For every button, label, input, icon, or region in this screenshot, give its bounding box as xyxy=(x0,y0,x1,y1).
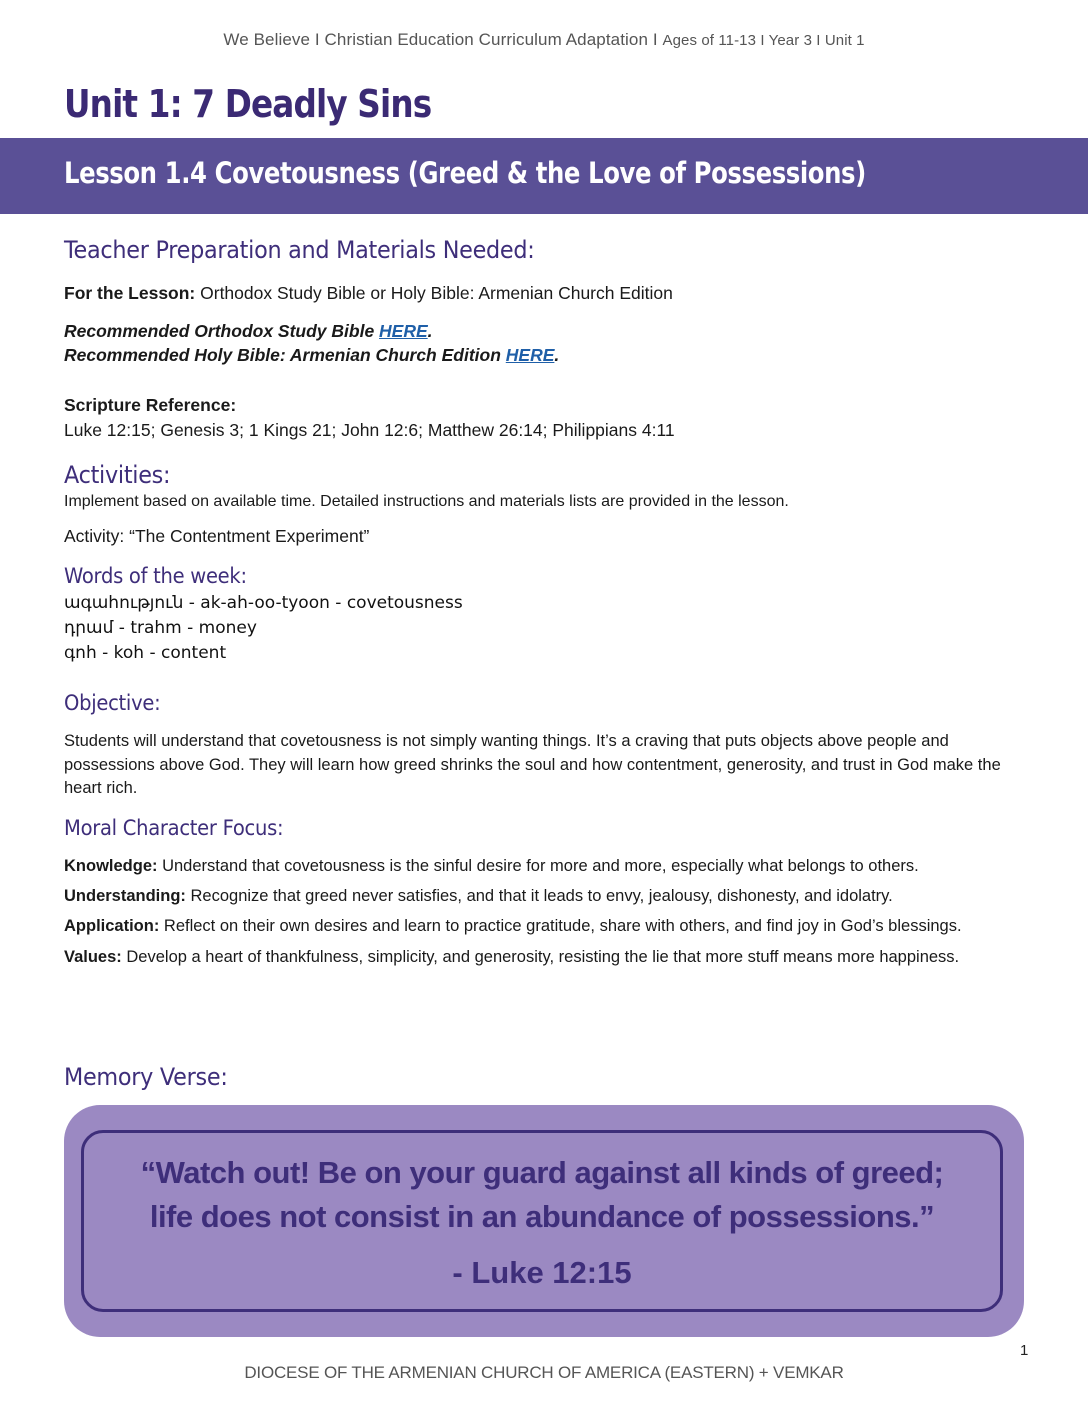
rec2-link[interactable]: HERE xyxy=(505,345,555,365)
focus-text: Understand that covetousness is the sinful desire for more and more, especially what belongs to others. xyxy=(157,857,919,875)
for-lesson-value: Orthodox Study Bible or Holy Bible: Armenian Church Edition xyxy=(195,283,673,303)
memory-verse-frame xyxy=(81,1130,1003,1312)
focus-application xyxy=(64,917,962,936)
focus-label: Application: xyxy=(64,917,160,935)
focus-text: Reflect on their own desires and learn to practice gratitude, share with others, and find joy in God’s blessings. xyxy=(159,917,962,935)
running-header xyxy=(0,30,1088,50)
footer: DIOCESE OF THE ARMENIAN CHURCH OF AMERICA (EASTERN) + VEMKAR xyxy=(244,1363,844,1382)
verse-line-1: “Watch out! Be on your guard against all kinds of greed; xyxy=(140,1155,944,1190)
objective-heading: Objective: xyxy=(64,691,161,715)
rec2-text: Recommended Holy Bible: Armenian Church Edition xyxy=(64,345,506,365)
verse-reference: - Luke 12:15 xyxy=(452,1255,632,1290)
activities-instructions: Implement based on available time. Detailed instructions and materials lists are provided in the lesson. xyxy=(64,493,789,510)
for-lesson-label: For the Lesson: xyxy=(64,283,196,303)
words-list xyxy=(64,591,463,666)
words-heading: Words of the week: xyxy=(64,564,247,588)
focus-text: Recognize that greed never satisfies, and that it leads to envy, jealousy, dishonesty, and idolatry. xyxy=(185,887,893,905)
recommendation-1 xyxy=(64,321,433,342)
lesson-banner xyxy=(0,138,1088,214)
rec1-period: . xyxy=(427,321,433,341)
activity-name: Activity: “The Contentment Experiment” xyxy=(64,526,370,546)
focus-label: Understanding: xyxy=(64,887,186,905)
scripture-value: Luke 12:15; Genesis 3; 1 Kings 21; John 12:6; Matthew 26:14; Philippians 4:11 xyxy=(64,420,675,440)
rec1-text: Recommended Orthodox Study Bible xyxy=(64,321,380,341)
scripture-label: Scripture Reference: xyxy=(64,395,237,415)
verse-line-2: life does not consist in an abundance of possessions.” xyxy=(149,1199,935,1234)
memory-verse-box xyxy=(64,1105,1024,1337)
focus-values xyxy=(64,948,959,967)
header-small: Ages of 11-13 I Year 3 I Unit 1 xyxy=(662,32,865,49)
rec2-period: . xyxy=(554,345,560,365)
activities-heading: Activities: xyxy=(64,461,171,489)
moral-focus-heading: Moral Character Focus: xyxy=(64,816,284,840)
word-item: ագահություն - ak-ah-oo-tyoon - covetousness xyxy=(64,593,463,613)
focus-label: Values: xyxy=(64,948,122,966)
for-lesson-line xyxy=(64,283,673,304)
word-item: գոհ - koh - content xyxy=(64,643,227,663)
page-number: 1 xyxy=(1020,1342,1029,1359)
unit-title: Unit 1: 7 Deadly Sins xyxy=(64,82,432,126)
rec1-link[interactable]: HERE xyxy=(379,321,428,341)
focus-label: Knowledge: xyxy=(64,857,158,875)
header-main: We Believe I Christian Education Curriculum Adaptation I xyxy=(223,30,658,49)
memory-verse-text xyxy=(84,1151,1000,1239)
objective-text: Students will understand that covetousness is not simply wanting things. It’s a craving that puts objects above people and possessions above God. They will learn how greed shrinks the soul and how contentment, generosity, and trust in God make the heart rich. xyxy=(64,732,1001,797)
lesson-title: Lesson 1.4 Covetousness (Greed & the Love of Possessions) xyxy=(64,156,866,190)
memory-verse-heading: Memory Verse: xyxy=(64,1063,228,1091)
word-item: դրամ - trahm - money xyxy=(64,618,257,638)
teacher-prep-heading: Teacher Preparation and Materials Needed: xyxy=(64,236,535,264)
recommendation-2 xyxy=(64,345,559,366)
focus-text: Develop a heart of thankfulness, simplicity, and generosity, resisting the lie that more stuff means more happiness. xyxy=(121,948,960,966)
focus-knowledge xyxy=(64,857,919,876)
focus-understanding xyxy=(64,887,893,906)
